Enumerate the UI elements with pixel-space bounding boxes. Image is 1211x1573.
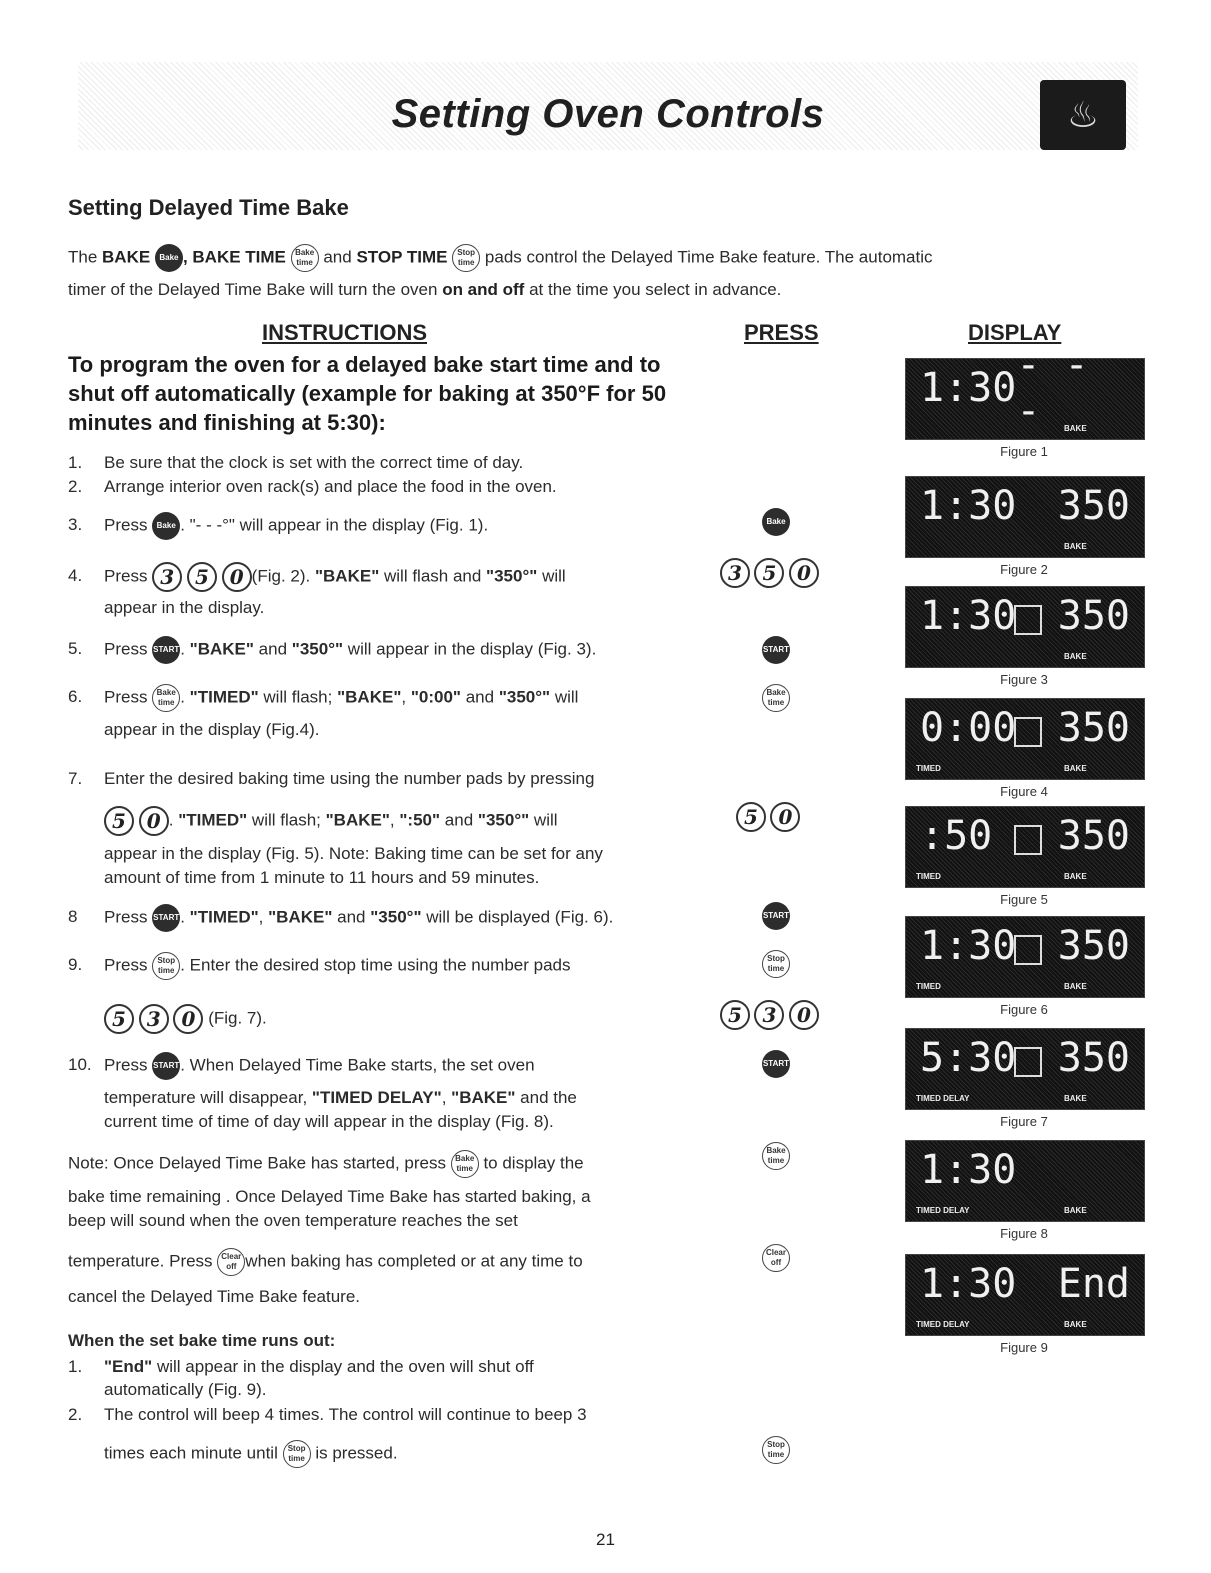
digit-pad-icon: 0 <box>139 806 169 836</box>
display-time: 1:30 <box>920 1147 1017 1193</box>
step-1: 1. Be sure that the clock is set with the correct time of day. <box>68 453 524 472</box>
oven-display-panel <box>905 586 1145 668</box>
stop-time-pad-icon: Stop time <box>762 1436 790 1464</box>
start-pad-icon: START <box>762 1050 790 1078</box>
display-indicator-box <box>1014 825 1042 855</box>
step-9-line-2: 5 3 0 (Fig. 7). <box>104 1004 267 1034</box>
step-7-cont-1: appear in the display (Fig. 5). Note: Baking time can be set for any <box>104 844 603 863</box>
press-start <box>762 636 790 664</box>
oven-display-panel <box>905 476 1145 558</box>
step-10: 10. Press START. When Delayed Time Bake starts, the set oven <box>68 1052 535 1080</box>
oven-display-panel <box>905 1254 1145 1336</box>
display-label: BAKE <box>1064 872 1087 881</box>
bake-pad-icon: Bake <box>155 244 183 272</box>
procedure-heading: To program the oven for a delayed bake start time and to shut off automatically (example for baking at 350°F for 50 minutes and finishing at 5:30): <box>68 352 667 435</box>
display-label: BAKE <box>1064 1094 1087 1103</box>
display-temperature: 350 <box>1057 1035 1130 1081</box>
step-7-cont-2: amount of time from 1 minute to 11 hours and 59 minutes. <box>104 868 540 887</box>
figure-caption: Figure 9 <box>1000 1340 1048 1355</box>
step-6: 6. Press Bake time . "TIMED" will flash; "BAKE", "0:00" and "350°" will <box>68 684 578 712</box>
figure-caption: Figure 5 <box>1000 892 1048 907</box>
display-time: 5:30 <box>920 1035 1017 1081</box>
digit-pad-icon: 3 <box>139 1004 169 1034</box>
display-label: TIMED <box>916 764 941 773</box>
display-temperature: End <box>1057 1261 1130 1307</box>
oven-display-panel <box>905 698 1145 780</box>
start-pad-icon: START <box>152 904 180 932</box>
display-label: TIMED DELAY <box>916 1094 970 1103</box>
bake-time-pad-icon: Bake time <box>762 1142 790 1170</box>
figure-caption: Figure 8 <box>1000 1226 1048 1241</box>
digit-pad-icon: 0 <box>789 1000 819 1030</box>
start-pad-icon: START <box>762 902 790 930</box>
step-4: 4. Press 3 5 0 (Fig. 2). "BAKE" will flash and "350°" will <box>68 562 566 592</box>
press-clear-off <box>762 1244 790 1272</box>
digit-pad-icon: 5 <box>187 562 217 592</box>
note-line-2: bake time remaining . Once Delayed Time Bake has started baking, a <box>68 1187 591 1206</box>
note-line-5: cancel the Delayed Time Bake feature. <box>68 1287 360 1306</box>
display-time: 1:30 <box>920 593 1017 639</box>
section-title: Setting Delayed Time Bake <box>68 195 349 220</box>
display-label: BAKE <box>1064 542 1087 551</box>
display-time: :50 <box>920 813 993 859</box>
display-indicator-box <box>1014 605 1042 635</box>
start-pad-icon: START <box>152 1052 180 1080</box>
clear-off-pad-icon: Clear off <box>217 1248 245 1276</box>
runs-out-item-1: 1. "End" will appear in the display and the oven will shut off <box>68 1357 534 1376</box>
digit-pad-icon: 5 <box>104 1004 134 1034</box>
step-7: 7. Enter the desired baking time using the number pads by pressing <box>68 769 595 788</box>
press-digits-530 <box>720 1000 819 1030</box>
display-label: TIMED <box>916 982 941 991</box>
figure-caption: Figure 1 <box>1000 444 1048 459</box>
digit-pad-icon: 5 <box>754 558 784 588</box>
press-bake-time <box>762 684 790 712</box>
stop-time-pad-icon: Stop time <box>152 952 180 980</box>
step-6-cont: appear in the display (Fig.4). <box>104 720 320 739</box>
display-temperature: 350 <box>1057 813 1130 859</box>
step-8: 8 Press START. "TIMED", "BAKE" and "350°" will be displayed (Fig. 6). <box>68 904 613 932</box>
step-7-line-2: 5 0 . "TIMED" will flash; "BAKE", ":50" and "350°" will <box>104 806 558 836</box>
display-temperature: - - - <box>1016 342 1089 434</box>
display-label: BAKE <box>1064 652 1087 661</box>
intro-line-1: The BAKE Bake , BAKE TIME Bake time and STOP TIME Stop time pads control the Delayed Time Bake feature. The automatic <box>68 244 933 272</box>
display-indicator-box <box>1014 1047 1042 1077</box>
step-5: 5. Press START. "BAKE" and "350°" will appear in the display (Fig. 3). <box>68 636 596 664</box>
note-line-1: Note: Once Delayed Time Bake has started, press Bake time to display the <box>68 1150 584 1178</box>
display-label: TIMED DELAY <box>916 1206 970 1215</box>
bake-time-pad-icon: Bake time <box>762 684 790 712</box>
press-start-2 <box>762 902 790 930</box>
digit-pad-icon: 0 <box>173 1004 203 1034</box>
display-temperature: 350 <box>1057 705 1130 751</box>
step-10-cont-2: current time of time of day will appear in the display (Fig. 8). <box>104 1112 554 1131</box>
digit-pad-icon: 0 <box>770 802 800 832</box>
digit-pad-icon: 0 <box>222 562 252 592</box>
runs-out-title: When the set bake time runs out: <box>68 1331 336 1350</box>
runs-out-item-2-cont: times each minute until Stop time is pressed. <box>104 1440 398 1468</box>
note-line-3: beep will sound when the oven temperature reaches the set <box>68 1211 518 1230</box>
digit-pad-icon: 0 <box>789 558 819 588</box>
display-label: BAKE <box>1064 1206 1087 1215</box>
step-4-cont: appear in the display. <box>104 598 265 617</box>
display-temperature: 350 <box>1057 923 1130 969</box>
display-label: BAKE <box>1064 982 1087 991</box>
bake-pad-icon: Bake <box>762 508 790 536</box>
oven-display-panel <box>905 1028 1145 1110</box>
press-digits-350 <box>720 558 819 588</box>
display-header: DISPLAY <box>968 320 1062 345</box>
display-time: 1:30 <box>920 483 1017 529</box>
oven-display-panel <box>905 916 1145 998</box>
display-label: TIMED DELAY <box>916 1320 970 1329</box>
display-label: BAKE <box>1064 764 1087 773</box>
bake-time-pad-icon: Bake time <box>291 244 319 272</box>
bake-time-pad-icon: Bake time <box>451 1150 479 1178</box>
digit-pad-icon: 3 <box>754 1000 784 1030</box>
figure-caption: Figure 2 <box>1000 562 1048 577</box>
display-time: 1:30 <box>920 365 1017 411</box>
press-stop-time-2 <box>762 1436 790 1464</box>
chef-icon: ♨ <box>1040 80 1126 150</box>
press-bake-time-2 <box>762 1142 790 1170</box>
figure-caption: Figure 4 <box>1000 784 1048 799</box>
press-start-3 <box>762 1050 790 1078</box>
digit-pad-icon: 5 <box>720 1000 750 1030</box>
runs-out-item-1-cont: automatically (Fig. 9). <box>104 1380 267 1399</box>
page-title: Setting Oven Controls <box>391 92 825 136</box>
stop-time-pad-icon: Stop time <box>452 244 480 272</box>
step-3: 3. Press Bake . "- - -°" will appear in the display (Fig. 1). <box>68 512 488 540</box>
oven-display-panel <box>905 806 1145 888</box>
digit-pad-icon: 3 <box>152 562 182 592</box>
display-label: BAKE <box>1064 424 1087 433</box>
display-time: 0:00 <box>920 705 1017 751</box>
instructions-header: INSTRUCTIONS <box>262 320 427 345</box>
display-indicator-box <box>1014 935 1042 965</box>
display-temperature: 350 <box>1057 483 1130 529</box>
note-line-4: temperature. Press Clear off when baking has completed or at any time to <box>68 1248 583 1276</box>
display-time: 1:30 <box>920 1261 1017 1307</box>
start-pad-icon: START <box>152 636 180 664</box>
oven-display-panel <box>905 1140 1145 1222</box>
press-stop-time <box>762 950 790 978</box>
display-indicator-box <box>1014 717 1042 747</box>
display-label: TIMED <box>916 872 941 881</box>
display-time: 1:30 <box>920 923 1017 969</box>
bake-pad-icon: Bake <box>152 512 180 540</box>
figure-caption: Figure 7 <box>1000 1114 1048 1129</box>
oven-display-panel <box>905 342 1145 440</box>
step-9: 9. Press Stop time . Enter the desired stop time using the number pads <box>68 952 570 980</box>
step-10-cont-1: temperature will disappear, "TIMED DELAY", "BAKE" and the <box>104 1088 577 1107</box>
page-number: 21 <box>596 1530 615 1549</box>
display-temperature: 350 <box>1057 593 1130 639</box>
figure-caption: Figure 3 <box>1000 672 1048 687</box>
digit-pad-icon: 3 <box>720 558 750 588</box>
clear-off-pad-icon: Clear off <box>762 1244 790 1272</box>
press-bake <box>762 508 790 536</box>
runs-out-item-2: 2. The control will beep 4 times. The control will continue to beep 3 <box>68 1405 587 1424</box>
press-header: PRESS <box>744 320 819 345</box>
figure-caption: Figure 6 <box>1000 1002 1048 1017</box>
step-2: 2. Arrange interior oven rack(s) and place the food in the oven. <box>68 477 557 496</box>
stop-time-pad-icon: Stop time <box>283 1440 311 1468</box>
stop-time-pad-icon: Stop time <box>762 950 790 978</box>
digit-pad-icon: 5 <box>736 802 766 832</box>
bake-time-pad-icon: Bake time <box>152 684 180 712</box>
digit-pad-icon: 5 <box>104 806 134 836</box>
intro-line-2: timer of the Delayed Time Bake will turn the oven on and off at the time you select in advance. <box>68 280 782 299</box>
start-pad-icon: START <box>762 636 790 664</box>
press-digits-50 <box>736 802 800 832</box>
display-label: BAKE <box>1064 1320 1087 1329</box>
